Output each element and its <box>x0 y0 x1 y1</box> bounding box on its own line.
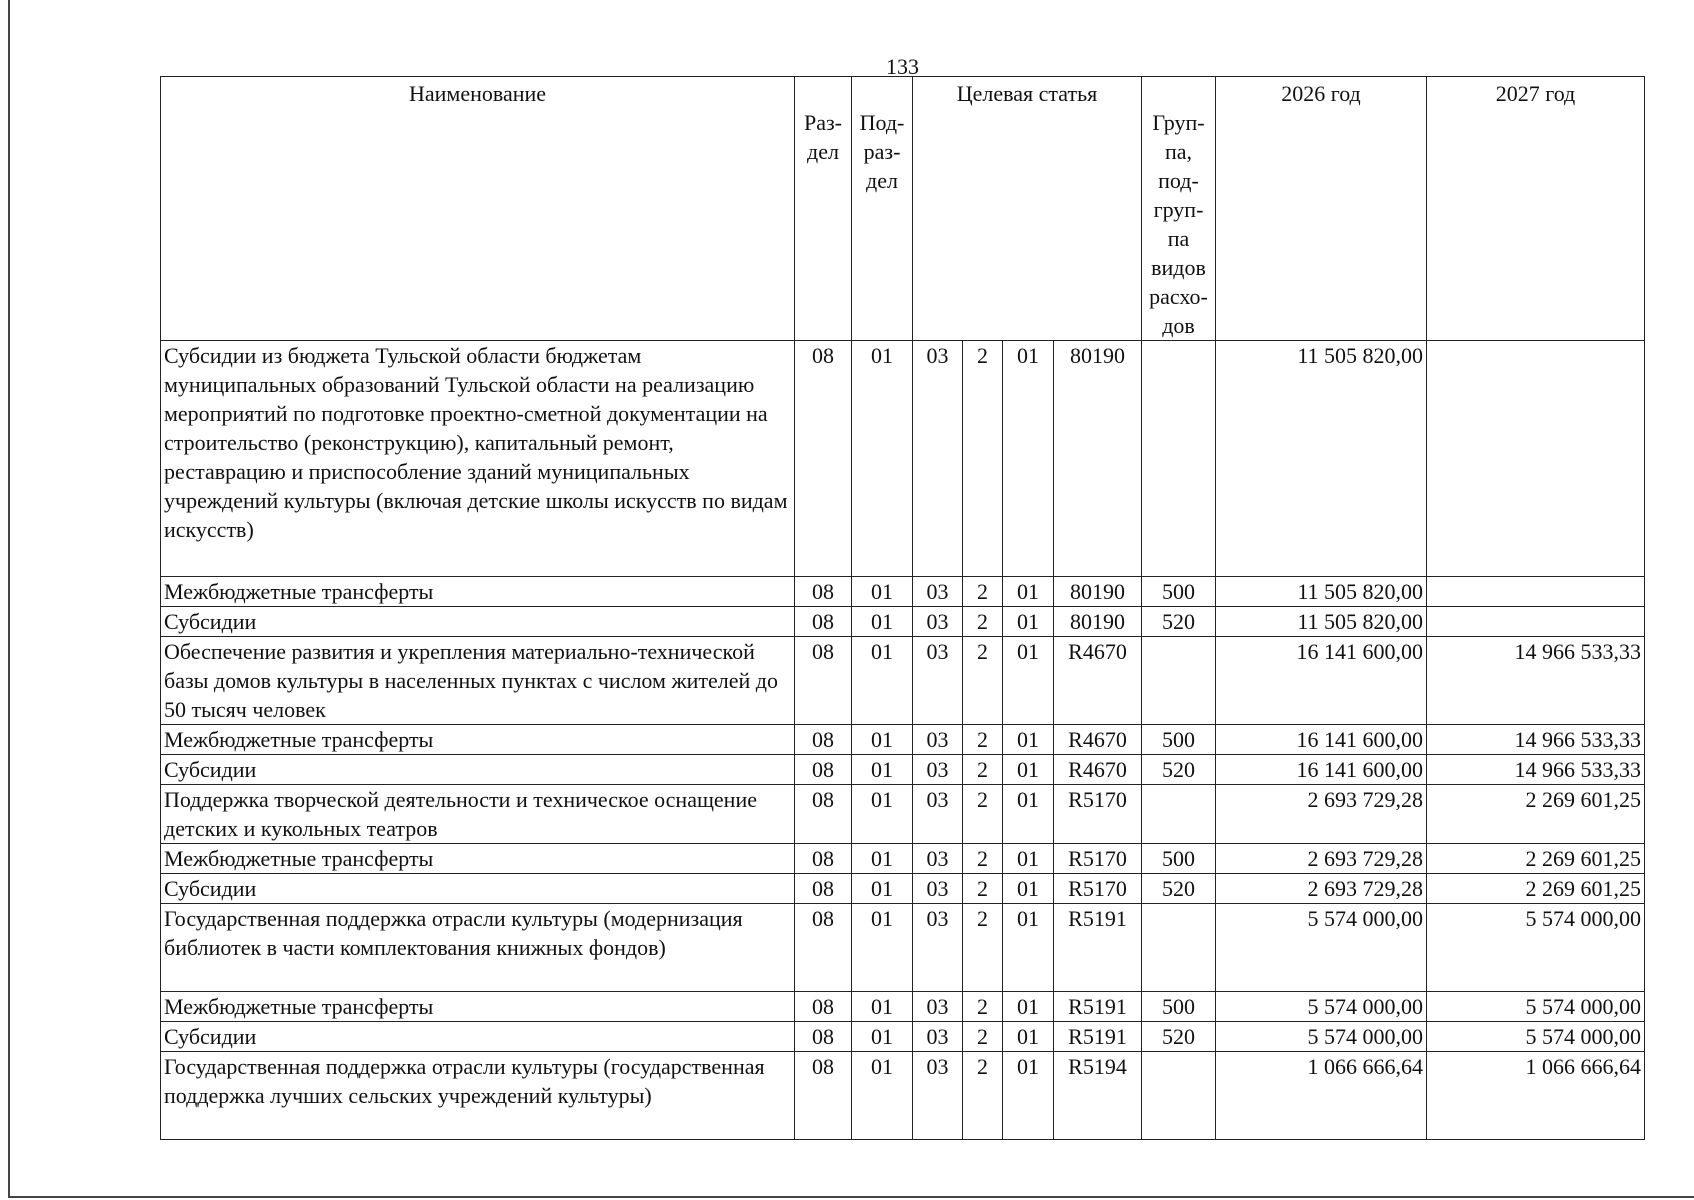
row-target-type: 2 <box>963 607 1003 637</box>
table-body <box>161 341 1645 1140</box>
row-section: 08 <box>795 1022 852 1052</box>
row-subsection: 01 <box>852 785 913 844</box>
row-2027: 14 966 533,33 <box>1427 755 1645 785</box>
table-row <box>161 607 1645 637</box>
row-subsection: 01 <box>852 1022 913 1052</box>
budget-table <box>160 76 1645 1140</box>
header-2026 <box>1216 77 1427 341</box>
row-target-program: 03 <box>913 577 963 607</box>
row-2026: 5 574 000,00 <box>1216 904 1427 992</box>
row-group: 520 <box>1142 1022 1216 1052</box>
row-section: 08 <box>795 992 852 1022</box>
row-target-program: 03 <box>913 874 963 904</box>
row-name: Межбюджетные трансферты <box>161 992 795 1022</box>
table-row <box>161 341 1645 577</box>
row-target-subprogram: 01 <box>1003 341 1054 577</box>
row-target-subprogram: 01 <box>1003 577 1054 607</box>
header-name <box>161 77 795 341</box>
row-target-type: 2 <box>963 844 1003 874</box>
row-group: 500 <box>1142 725 1216 755</box>
row-subsection: 01 <box>852 992 913 1022</box>
row-2026: 1 066 666,64 <box>1216 1052 1427 1140</box>
row-section: 08 <box>795 607 852 637</box>
table-row <box>161 577 1645 607</box>
row-2027: 14 966 533,33 <box>1427 637 1645 725</box>
row-2026: 2 693 729,28 <box>1216 844 1427 874</box>
table-row <box>161 904 1645 992</box>
table-row <box>161 637 1645 725</box>
table-row <box>161 1022 1645 1052</box>
row-section: 08 <box>795 341 852 577</box>
row-2027: 14 966 533,33 <box>1427 725 1645 755</box>
row-target-type: 2 <box>963 637 1003 725</box>
row-target-type: 2 <box>963 725 1003 755</box>
row-subsection: 01 <box>852 755 913 785</box>
row-section: 08 <box>795 844 852 874</box>
row-2026: 11 505 820,00 <box>1216 341 1427 577</box>
row-subsection: 01 <box>852 725 913 755</box>
row-group: 520 <box>1142 755 1216 785</box>
row-target-subprogram: 01 <box>1003 607 1054 637</box>
row-2026: 16 141 600,00 <box>1216 725 1427 755</box>
row-subsection: 01 <box>852 844 913 874</box>
header-subsection-label: Под- раз- дел <box>859 110 905 193</box>
table-row <box>161 1052 1645 1140</box>
row-section: 08 <box>795 755 852 785</box>
row-group: 500 <box>1142 577 1216 607</box>
row-2027: 5 574 000,00 <box>1427 904 1645 992</box>
row-subsection: 01 <box>852 1052 913 1140</box>
table-row <box>161 992 1645 1022</box>
row-target-subprogram: 01 <box>1003 637 1054 725</box>
row-target-type: 2 <box>963 874 1003 904</box>
row-target-direction: 80190 <box>1054 607 1142 637</box>
row-target-type: 2 <box>963 755 1003 785</box>
header-target-label: Целевая статья <box>956 81 1098 106</box>
row-group <box>1142 904 1216 992</box>
header-section <box>795 77 852 341</box>
row-target-subprogram: 01 <box>1003 755 1054 785</box>
scan-border-left <box>8 0 10 1198</box>
row-2027 <box>1427 577 1645 607</box>
row-target-type: 2 <box>963 577 1003 607</box>
row-target-direction: 80190 <box>1054 577 1142 607</box>
row-group: 520 <box>1142 874 1216 904</box>
row-target-program: 03 <box>913 785 963 844</box>
row-2026: 16 141 600,00 <box>1216 637 1427 725</box>
row-2027: 5 574 000,00 <box>1427 1022 1645 1052</box>
row-target-subprogram: 01 <box>1003 1052 1054 1140</box>
row-subsection: 01 <box>852 577 913 607</box>
row-2026: 2 693 729,28 <box>1216 785 1427 844</box>
row-target-type: 2 <box>963 992 1003 1022</box>
row-section: 08 <box>795 785 852 844</box>
row-name: Обеспечение развития и укрепления материально-технической базы домов культуры в населенных пунктах с числом жителей до 50 тысяч человек <box>161 637 795 725</box>
row-subsection: 01 <box>852 904 913 992</box>
row-2027: 2 269 601,25 <box>1427 785 1645 844</box>
row-target-direction: 80190 <box>1054 341 1142 577</box>
row-target-type: 2 <box>963 785 1003 844</box>
row-2026: 2 693 729,28 <box>1216 874 1427 904</box>
row-2026: 16 141 600,00 <box>1216 755 1427 785</box>
table-row <box>161 755 1645 785</box>
row-target-subprogram: 01 <box>1003 992 1054 1022</box>
row-target-type: 2 <box>963 1052 1003 1140</box>
row-group: 500 <box>1142 844 1216 874</box>
row-subsection: 01 <box>852 874 913 904</box>
row-target-type: 2 <box>963 341 1003 577</box>
row-2027: 2 269 601,25 <box>1427 874 1645 904</box>
header-name-label: Наименование <box>408 81 547 106</box>
row-section: 08 <box>795 637 852 725</box>
row-2027: 1 066 666,64 <box>1427 1052 1645 1140</box>
row-name: Межбюджетные трансферты <box>161 577 795 607</box>
row-target-direction: R5194 <box>1054 1052 1142 1140</box>
row-target-program: 03 <box>913 607 963 637</box>
row-2026: 5 574 000,00 <box>1216 1022 1427 1052</box>
row-group <box>1142 785 1216 844</box>
row-target-program: 03 <box>913 1052 963 1140</box>
row-2026: 11 505 820,00 <box>1216 607 1427 637</box>
row-2027: 2 269 601,25 <box>1427 844 1645 874</box>
header-group <box>1142 77 1216 341</box>
row-target-type: 2 <box>963 1022 1003 1052</box>
row-target-direction: R5191 <box>1054 1022 1142 1052</box>
row-name: Государственная поддержка отрасли культуры (модернизация библиотек в части комплектования книжных фондов) <box>161 904 795 992</box>
row-group <box>1142 1052 1216 1140</box>
row-name: Субсидии <box>161 874 795 904</box>
row-target-program: 03 <box>913 341 963 577</box>
row-subsection: 01 <box>852 637 913 725</box>
row-target-subprogram: 01 <box>1003 874 1054 904</box>
row-target-direction: R5191 <box>1054 904 1142 992</box>
row-section: 08 <box>795 904 852 992</box>
header-2027-label: 2027 год <box>1495 81 1576 106</box>
row-section: 08 <box>795 874 852 904</box>
header-2027 <box>1427 77 1645 341</box>
row-name: Государственная поддержка отрасли культуры (государственная поддержка лучших сельских учреждений культуры) <box>161 1052 795 1140</box>
row-group: 520 <box>1142 607 1216 637</box>
row-name: Субсидии из бюджета Тульской области бюджетам муниципальных образований Тульской области на реализацию мероприятий по подготовке проектно-сметной документации на строительство (реконструкцию), капитальный ремонт, реставрацию и приспособление зданий муниципальных учреждений культуры (включая детские школы искусств по видам искусств) <box>161 341 795 577</box>
row-target-direction: R4670 <box>1054 725 1142 755</box>
row-name: Межбюджетные трансферты <box>161 725 795 755</box>
table-row <box>161 785 1645 844</box>
row-target-type: 2 <box>963 904 1003 992</box>
row-group: 500 <box>1142 992 1216 1022</box>
row-name: Субсидии <box>161 755 795 785</box>
row-section: 08 <box>795 577 852 607</box>
row-subsection: 01 <box>852 341 913 577</box>
row-target-subprogram: 01 <box>1003 904 1054 992</box>
row-target-direction: R4670 <box>1054 637 1142 725</box>
row-target-program: 03 <box>913 992 963 1022</box>
row-section: 08 <box>795 1052 852 1140</box>
row-target-subprogram: 01 <box>1003 1022 1054 1052</box>
row-target-direction: R4670 <box>1054 755 1142 785</box>
table-row <box>161 844 1645 874</box>
header-2026-label: 2026 год <box>1281 81 1361 106</box>
scan-border-bottom <box>8 1196 1694 1198</box>
row-name: Субсидии <box>161 607 795 637</box>
row-target-direction: R5170 <box>1054 785 1142 844</box>
row-target-subprogram: 01 <box>1003 725 1054 755</box>
row-target-direction: R5170 <box>1054 844 1142 874</box>
row-target-program: 03 <box>913 1022 963 1052</box>
row-target-program: 03 <box>913 904 963 992</box>
row-target-program: 03 <box>913 725 963 755</box>
row-target-program: 03 <box>913 844 963 874</box>
header-group-label: Груп- па, под- груп- па видов расхо- дов <box>1149 110 1208 338</box>
row-group <box>1142 637 1216 725</box>
row-target-subprogram: 01 <box>1003 785 1054 844</box>
row-target-program: 03 <box>913 755 963 785</box>
row-2026: 5 574 000,00 <box>1216 992 1427 1022</box>
table-row <box>161 874 1645 904</box>
table-header <box>161 77 1645 341</box>
row-target-direction: R5191 <box>1054 992 1142 1022</box>
row-section: 08 <box>795 725 852 755</box>
header-section-label: Раз- дел <box>803 110 843 164</box>
table-row <box>161 725 1645 755</box>
row-target-program: 03 <box>913 637 963 725</box>
page-number: 133 <box>886 54 919 79</box>
row-subsection: 01 <box>852 607 913 637</box>
row-name: Межбюджетные трансферты <box>161 844 795 874</box>
row-target-direction: R5170 <box>1054 874 1142 904</box>
row-2027 <box>1427 341 1645 577</box>
row-2027 <box>1427 607 1645 637</box>
row-target-subprogram: 01 <box>1003 844 1054 874</box>
row-2026: 11 505 820,00 <box>1216 577 1427 607</box>
row-group <box>1142 341 1216 577</box>
row-2027: 5 574 000,00 <box>1427 992 1645 1022</box>
row-name: Поддержка творческой деятельности и техническое оснащение детских и кукольных театров <box>161 785 795 844</box>
header-target <box>913 77 1142 341</box>
header-subsection <box>852 77 913 341</box>
row-name: Субсидии <box>161 1022 795 1052</box>
